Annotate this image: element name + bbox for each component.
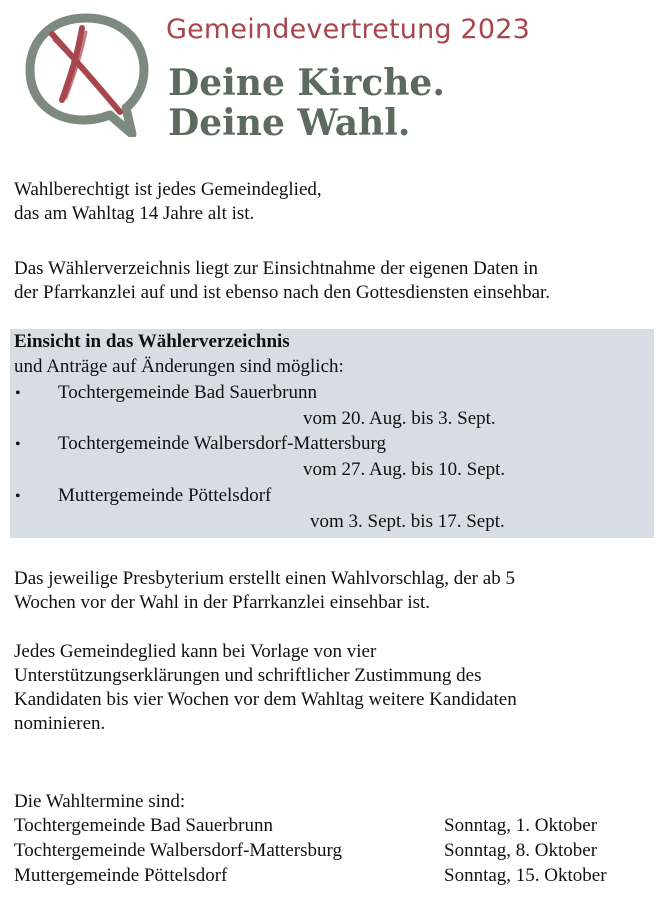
- nomination-line: nominieren.: [14, 713, 106, 734]
- inspection-item-dates: vom 20. Aug. bis 3. Sept.: [303, 408, 496, 429]
- inspection-item-name: Tochtergemeinde Bad Sauerbrunn: [58, 382, 317, 403]
- eligibility-line: Wahlberechtigt ist jedes Gemeindeglied,: [14, 179, 322, 200]
- inspection-item-dates: vom 27. Aug. bis 10. Sept.: [303, 459, 506, 480]
- election-parish: Tochtergemeinde Walbersdorf-Mattersburg: [14, 840, 342, 861]
- nomination-line: Kandidaten bis vier Wochen vor dem Wahltag weitere Kandidaten: [14, 689, 517, 710]
- election-date: Sonntag, 1. Oktober: [444, 815, 598, 836]
- inspection-title: Einsicht in das Wählerverzeichnis: [14, 331, 290, 352]
- register-paragraph: [14, 257, 550, 305]
- header-slogan-line2: Deine Wahl.: [168, 102, 411, 144]
- presbyterium-paragraph: [14, 567, 515, 615]
- inspection-item-name: Tochtergemeinde Walbersdorf-Mattersburg: [58, 433, 386, 454]
- nomination-line: Jedes Gemeindeglied kann bei Vorlage von vier: [14, 641, 377, 662]
- election-date: Sonntag, 15. Oktober: [444, 865, 607, 886]
- nomination-line: Unterstützungserklärungen und schriftlicher Zustimmung des: [14, 665, 482, 686]
- election-parish: Muttergemeinde Pöttelsdorf: [14, 865, 228, 886]
- election-parish: Tochtergemeinde Bad Sauerbrunn: [14, 815, 273, 836]
- eligibility-paragraph: [14, 178, 322, 226]
- bullet-icon: •: [15, 488, 21, 505]
- register-line: der Pfarrkanzlei auf und ist ebenso nach den Gottesdiensten einsehbar.: [14, 282, 551, 303]
- nomination-paragraph: [14, 640, 517, 736]
- header-year-line: Gemeindevertretung 2023: [166, 14, 531, 45]
- speech-bubble-with-cross-icon: [22, 12, 152, 137]
- register-line: Das Wählerverzeichnis liegt zur Einsichtnahme der eigenen Daten in: [14, 258, 539, 279]
- election-dates-heading: Die Wahltermine sind:: [14, 791, 186, 812]
- header: [0, 0, 661, 150]
- inspection-item-name: Muttergemeinde Pöttelsdorf: [58, 485, 272, 506]
- presbyterium-line: Das jeweilige Presbyterium erstellt einen Wahlvorschlag, der ab 5: [14, 568, 515, 589]
- inspection-item-dates: vom 3. Sept. bis 17. Sept.: [310, 511, 505, 532]
- header-slogan-line1: Deine Kirche.: [168, 62, 445, 104]
- eligibility-line: das am Wahltag 14 Jahre alt ist.: [14, 203, 255, 224]
- election-date: Sonntag, 8. Oktober: [444, 840, 598, 861]
- bullet-icon: •: [15, 436, 21, 453]
- inspection-subtitle: und Anträge auf Änderungen sind möglich:: [14, 356, 344, 377]
- bullet-icon: •: [15, 385, 21, 402]
- presbyterium-line: Wochen vor der Wahl in der Pfarrkanzlei einsehbar ist.: [14, 592, 431, 613]
